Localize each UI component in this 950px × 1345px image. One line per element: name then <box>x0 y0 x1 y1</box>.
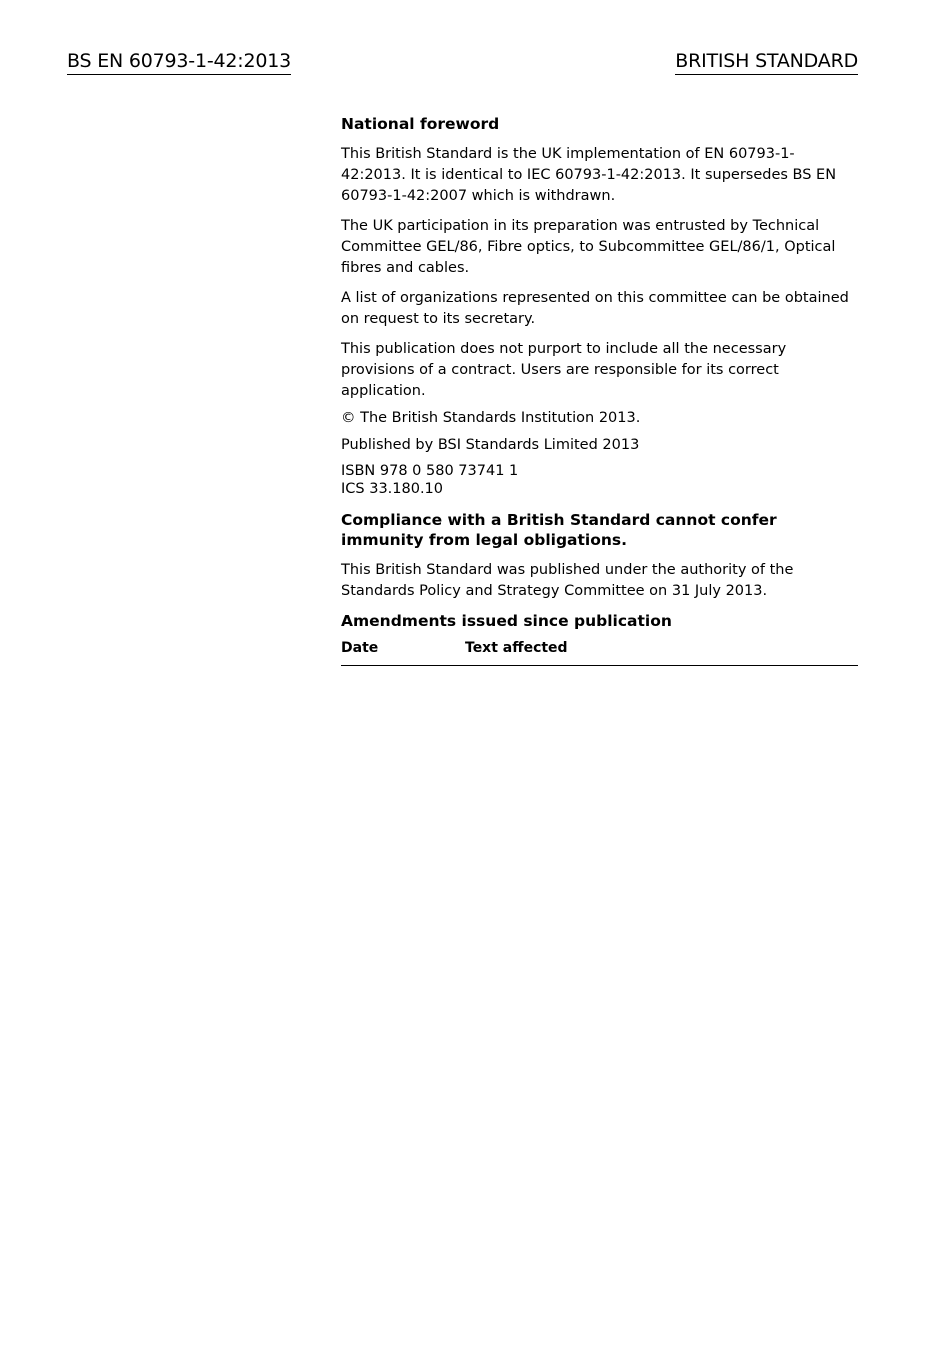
text-affected-column-header: Text affected <box>465 640 568 656</box>
authority-paragraph: This British Standard was published under the authority of the Standards Policy and Strategy Committee on 31 July 2013. <box>341 562 794 599</box>
compliance-notice: Compliance with a British Standard cannot confer immunity from legal obligations. <box>341 511 777 549</box>
amendments-title: Amendments issued since publication <box>341 612 672 630</box>
isbn-line: ISBN 978 0 580 73741 1 <box>341 463 519 479</box>
document-code-header: BS EN 60793-1-42:2013 <box>67 49 291 75</box>
date-column-header: Date <box>341 640 379 656</box>
organizations-paragraph: A list of organizations represented on this committee can be obtained on request to its secretary. <box>341 290 849 327</box>
provisions-paragraph: This publication does not purport to include all the necessary provisions of a contract. Users are responsible for its correct application. <box>341 341 787 399</box>
identifiers-block <box>341 462 858 498</box>
amendments-table-header <box>341 638 858 666</box>
foreword-section <box>341 114 858 666</box>
implementation-paragraph: This British Standard is the UK implementation of EN 60793-1-42:2013. It is identical to IEC 60793-1-42:2013. It supersedes BS EN 60793-1-42:2007 which is withdrawn. <box>341 146 837 204</box>
foreword-title: National foreword <box>341 115 500 133</box>
copyright-line: © The British Standards Institution 2013. <box>341 410 641 426</box>
publisher-line: Published by BSI Standards Limited 2013 <box>341 437 640 453</box>
ics-line: ICS 33.180.10 <box>341 481 444 497</box>
participation-paragraph: The UK participation in its preparation was entrusted by Technical Committee GEL/86, Fibre optics, to Subcommittee GEL/86/1, Optical fibres and cables. <box>341 218 836 276</box>
standard-type-header: BRITISH STANDARD <box>675 49 858 75</box>
